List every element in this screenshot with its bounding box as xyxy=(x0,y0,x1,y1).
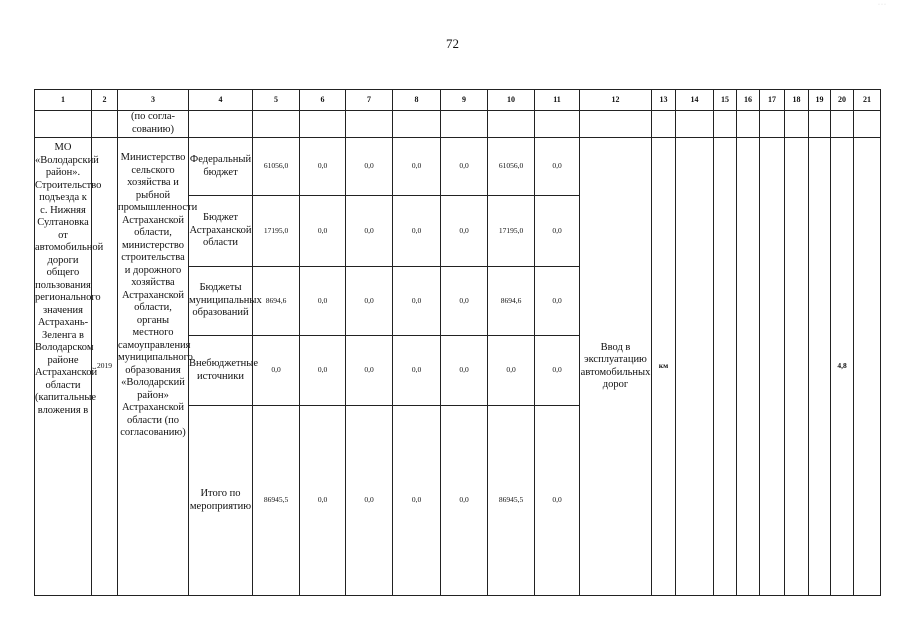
header-cell: 4 xyxy=(189,90,253,111)
value-cell: 0,0 xyxy=(535,267,580,336)
header-cell: 21 xyxy=(854,90,881,111)
corner-mark: ··· xyxy=(878,2,887,8)
project-name: МО «Володарский район». Строительство подъезда к с. Нижняя Султановка от автомобильной дороги общего пользования регионального значения Астрахань-Зеленга в Володарском районе Астраханской области (капитальные вложения в xyxy=(35,138,92,596)
value-cell: 61056,0 xyxy=(253,138,300,196)
funding-source: Бюджеты муниципальных образований xyxy=(189,267,253,336)
header-cell: 11 xyxy=(535,90,580,111)
value-cell: 0,0 xyxy=(253,336,300,406)
value-cell: 0,0 xyxy=(393,406,441,596)
header-row xyxy=(35,90,881,111)
value-cell: 0,0 xyxy=(441,138,488,196)
value-cell: 0,0 xyxy=(441,196,488,267)
value-cell: 17195,0 xyxy=(253,196,300,267)
header-cell: 3 xyxy=(118,90,189,111)
project-purpose: Ввод в эксплуатацию автомобильных дорог xyxy=(580,138,652,596)
value-cell: 8694,6 xyxy=(253,267,300,336)
header-cell: 20 xyxy=(831,90,854,111)
value-cell: 0,0 xyxy=(346,138,393,196)
table-row xyxy=(35,138,881,196)
value-cell: 0,0 xyxy=(535,196,580,267)
value-cell: 0,0 xyxy=(393,267,441,336)
value-cell: 0,0 xyxy=(393,336,441,406)
header-cell: 14 xyxy=(676,90,714,111)
funding-source: Внебюджетные источники xyxy=(189,336,253,406)
value-cell: 0,0 xyxy=(300,406,346,596)
value-cell: 0,0 xyxy=(535,406,580,596)
value-cell: 8694,6 xyxy=(488,267,535,336)
program-table xyxy=(34,89,881,596)
header-cell: 17 xyxy=(760,90,785,111)
project-year: 2019 xyxy=(92,138,118,596)
value-cell: 0,0 xyxy=(346,196,393,267)
value-cell: 0,0 xyxy=(300,138,346,196)
value-cell: 0,0 xyxy=(300,267,346,336)
continuation-row xyxy=(35,111,881,138)
header-cell: 19 xyxy=(809,90,831,111)
header-cell: 12 xyxy=(580,90,652,111)
value-cell: 86945,5 xyxy=(488,406,535,596)
header-cell: 7 xyxy=(346,90,393,111)
header-cell: 18 xyxy=(785,90,809,111)
header-cell: 1 xyxy=(35,90,92,111)
project-unit: км xyxy=(652,138,676,596)
project-executor: Министерство сельского хозяйства и рыбной промышленности Астраханской области, министерство строительства и дорожного хозяйства Астраханской области, органы местного самоуправления муниципального образования «Володарский район» Астраханской области (по согласованию) xyxy=(118,138,189,596)
value-cell: 86945,5 xyxy=(253,406,300,596)
value-cell: 0,0 xyxy=(441,267,488,336)
header-cell: 16 xyxy=(737,90,760,111)
page-number: 72 xyxy=(446,36,459,51)
funding-source-total: Итого по мероприятию xyxy=(189,406,253,596)
value-cell: 0,0 xyxy=(393,196,441,267)
header-cell: 9 xyxy=(441,90,488,111)
value-cell: 0,0 xyxy=(346,406,393,596)
funding-source: Федеральный бюджет xyxy=(189,138,253,196)
value-cell: 61056,0 xyxy=(488,138,535,196)
value-cell: 0,0 xyxy=(300,336,346,406)
header-cell: 10 xyxy=(488,90,535,111)
header-cell: 6 xyxy=(300,90,346,111)
value-cell: 0,0 xyxy=(441,406,488,596)
value-cell: 0,0 xyxy=(441,336,488,406)
header-cell: 2 xyxy=(92,90,118,111)
header-cell: 5 xyxy=(253,90,300,111)
header-cell: 13 xyxy=(652,90,676,111)
project-col20-value: 4,8 xyxy=(831,138,854,596)
header-cell: 8 xyxy=(393,90,441,111)
value-cell: 0,0 xyxy=(346,336,393,406)
header-cell: 15 xyxy=(714,90,737,111)
value-cell: 0,0 xyxy=(488,336,535,406)
value-cell: 0,0 xyxy=(393,138,441,196)
funding-source: Бюджет Астраханской области xyxy=(189,196,253,267)
continuation-executor-text: (по согла-сованию) xyxy=(118,111,189,138)
value-cell: 0,0 xyxy=(535,138,580,196)
value-cell: 0,0 xyxy=(300,196,346,267)
value-cell: 0,0 xyxy=(535,336,580,406)
value-cell: 0,0 xyxy=(346,267,393,336)
value-cell: 17195,0 xyxy=(488,196,535,267)
